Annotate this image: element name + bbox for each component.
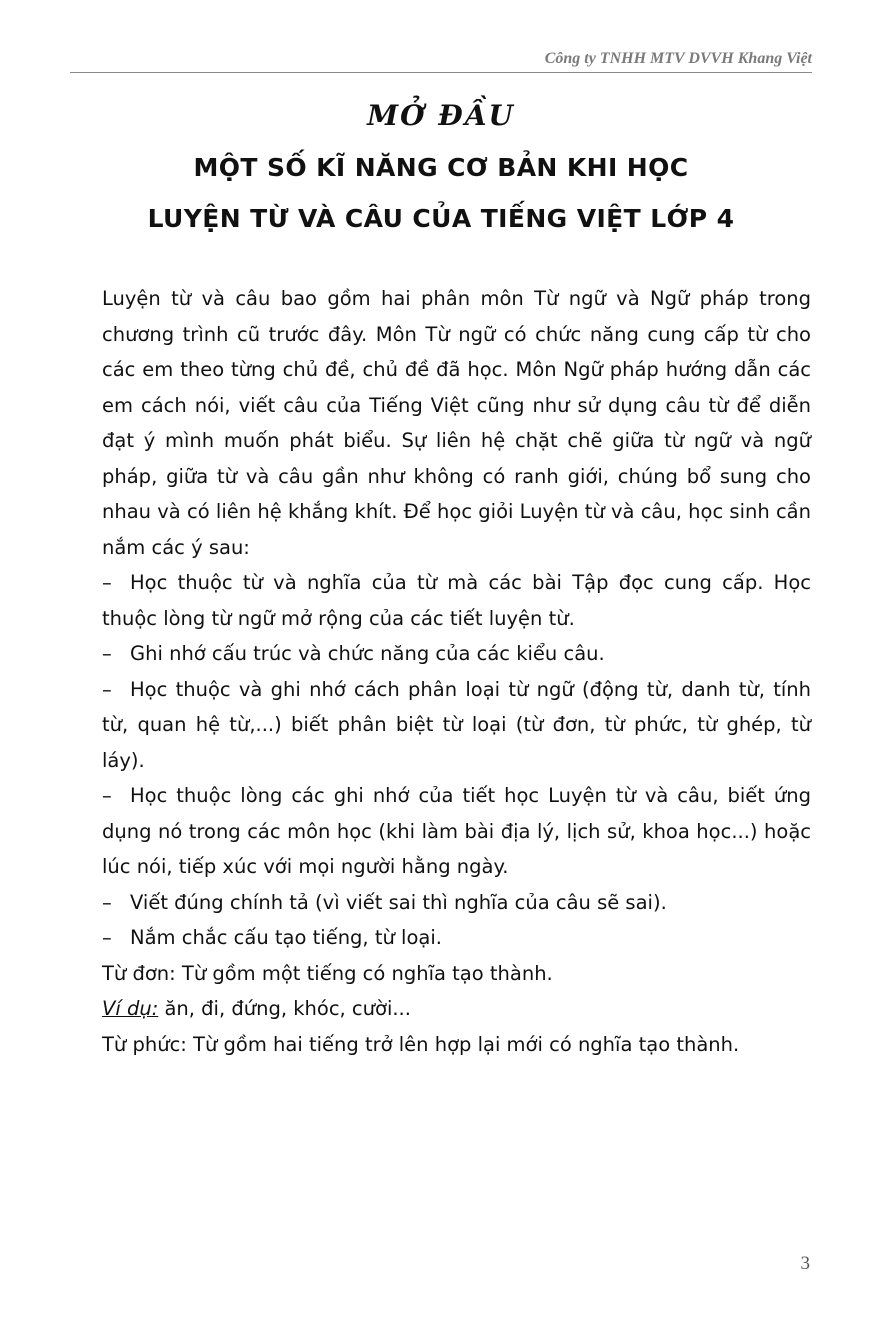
intro-paragraph: Luyện từ và câu bao gồm hai phân môn Từ ngữ và Ngữ pháp trong chương trình cũ trước đây. Môn Từ ngữ có chức năng cung cấp từ cho các em theo từng chủ đề, chủ đề đã học. Môn Ngữ pháp hướng dẫn các em cách nói, viết câu của Tiếng Việt cũng như sử dụng câu từ để diễn đạt ý mình muốn phát biểu. Sự liên hệ chặt chẽ giữa từ ngữ và ngữ pháp, giữa từ và câu gần như không có ranh giới, chúng bổ sung cho nhau và có liên hệ khắng khít. Để học giỏi Luyện từ và câu, học sinh cần nắm các ý sau: bbox=[102, 287, 811, 559]
page-number: 3 bbox=[800, 1253, 810, 1274]
bullet-item bbox=[102, 636, 811, 672]
dash-marker: – bbox=[102, 677, 112, 701]
bullet-text: Học thuộc lòng các ghi nhớ của tiết học Luyện từ và câu, biết ứng dụng nó trong các môn học (khi làm bài địa lý, lịch sử, khoa học...) hoặc lúc nói, tiếp xúc với mọi người hằng ngày. bbox=[102, 784, 811, 878]
bullet-item bbox=[102, 920, 811, 956]
definition-tu-phuc: Từ phức: Từ gồm hai tiếng trở lên hợp lại mới có nghĩa tạo thành. bbox=[102, 1032, 740, 1056]
bullet-text: Nắm chắc cấu tạo tiếng, từ loại. bbox=[130, 926, 442, 949]
dash-marker: – bbox=[102, 784, 112, 807]
definition-tu-don: Từ đơn: Từ gồm một tiếng có nghĩa tạo thành. bbox=[102, 961, 553, 985]
chapter-subtitle-line-1: MỘT SỐ KĨ NĂNG CƠ BẢN KHI HỌC bbox=[193, 153, 689, 182]
dash-marker: – bbox=[102, 571, 112, 594]
bullet-item bbox=[102, 885, 811, 921]
bullet-item bbox=[102, 778, 811, 885]
bullet-text: Học thuộc và ghi nhớ cách phân loại từ ngữ (động từ, danh từ, tính từ, quan hệ từ,...) biết phân biệt từ loại (từ đơn, từ phức, từ ghép, từ láy). bbox=[102, 677, 811, 772]
bullet-item bbox=[102, 672, 811, 779]
dash-marker: – bbox=[102, 926, 112, 949]
bullet-text: Học thuộc từ và nghĩa của từ mà các bài Tập đọc cung cấp. Học thuộc lòng từ ngữ mở rộng của các tiết luyện từ. bbox=[102, 571, 811, 630]
bullet-text: Ghi nhớ cấu trúc và chức năng của các kiểu câu. bbox=[130, 642, 605, 665]
example-line bbox=[102, 991, 811, 1027]
example-label: Ví dụ: bbox=[102, 997, 159, 1020]
body-text bbox=[102, 281, 811, 1062]
dash-marker: – bbox=[102, 642, 112, 665]
bullet-item bbox=[102, 565, 811, 636]
dash-marker: – bbox=[102, 890, 112, 914]
example-text: ăn, đi, đứng, khóc, cười... bbox=[158, 997, 411, 1020]
chapter-subtitle-line-2: LUYỆN TỪ VÀ CÂU CỦA TIẾNG VIỆT LỚP 4 bbox=[147, 204, 735, 233]
bullet-text: Viết đúng chính tả (vì viết sai thì nghĩa của câu sẽ sai). bbox=[130, 890, 667, 914]
running-header: Công ty TNHH MTV DVVH Khang Việt bbox=[70, 48, 812, 73]
chapter-title: MỞ ĐẦU bbox=[367, 99, 515, 132]
